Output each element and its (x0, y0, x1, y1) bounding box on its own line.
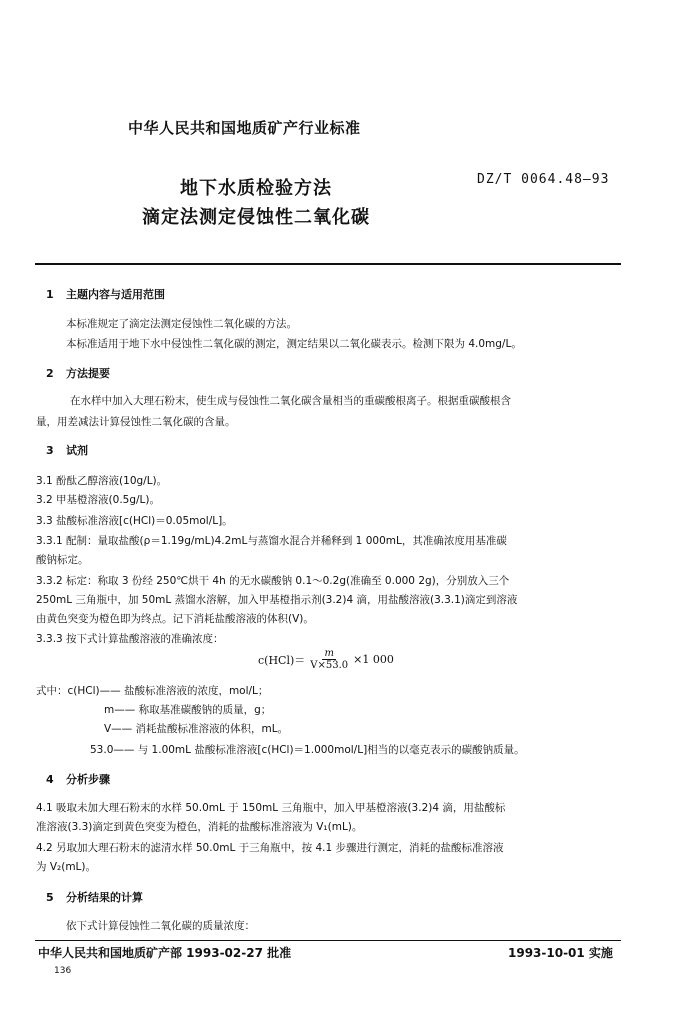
section-4-heading (46, 771, 110, 787)
section-title: 分析结果的计算 (66, 891, 143, 904)
where-definition-4: 53.0—— 与 1.00mL 盐酸标准溶液[c(HCl)＝1.000mol/L]相当的以毫克表示的碳酸钠质量。 (90, 744, 525, 756)
item-4-1-line-2: 准溶液(3.3)滴定到黄色突变为橙色，消耗的盐酸标准溶液为 V₁(mL)。 (36, 821, 363, 833)
page-number: 136 (54, 966, 72, 976)
section-number: 3 (46, 444, 54, 457)
footer-divider (35, 940, 621, 941)
item-3-3-1-line-1: 3.3.1 配制：量取盐酸(ρ＝1.19g/mL)4.2mL与蒸馏水混合并稀释到 1 000mL，其准确浓度用基准碳 (36, 535, 507, 547)
section-number: 4 (46, 773, 54, 786)
section-title: 主题内容与适用范围 (66, 288, 165, 301)
item-4-1-line-1: 4.1 吸取未加大理石粉末的水样 50.0mL 于 150mL 三角瓶中，加入甲基橙溶液(3.2)4 滴，用盐酸标 (36, 802, 506, 814)
section-2-paragraph-line-2: 量，用差减法计算侵蚀性二氧化碳的含量。 (36, 416, 236, 428)
issuer-heading: 中华人民共和国地质矿产行业标准 (128, 119, 361, 137)
item-3-3: 3.3 盐酸标准溶液[c(HCl)＝0.05mol/L]。 (36, 515, 233, 527)
section-number: 2 (46, 367, 54, 380)
section-number: 1 (46, 288, 54, 301)
item-3-3-2-line-3: 由黄色突变为橙色即为终点。记下消耗盐酸溶液的体积(V)。 (36, 613, 314, 625)
implementation-date: 1993-10-01 实施 (508, 946, 613, 960)
item-3-2: 3.2 甲基橙溶液(0.5g/L)。 (36, 494, 160, 506)
formula-denominator: V×53.0 (310, 660, 349, 671)
section-5-heading (46, 889, 143, 905)
formula-lhs: c(HCl)＝ (258, 653, 306, 667)
section-title: 试剂 (66, 444, 88, 457)
section-2-paragraph-line-1: 在水样中加入大理石粉末，使生成与侵蚀性二氧化碳含量相当的重碳酸根离子。根据重碳酸根含 (70, 395, 511, 407)
where-intro: 式中： (36, 685, 68, 697)
section-2-heading (46, 365, 110, 381)
section-1-heading (46, 286, 165, 302)
item-4-2-line-2: 为 V₂(mL)。 (36, 861, 97, 873)
where-definition-3: V—— 消耗盐酸标准溶液的体积，mL。 (104, 723, 289, 735)
where-line-1 (36, 683, 268, 698)
section-title: 方法提要 (66, 367, 110, 380)
document-title-line1: 地下水质检验方法 (180, 178, 332, 199)
formula-numerator: m (324, 648, 334, 659)
section-title: 分析步骤 (66, 773, 110, 786)
document-title-line2: 滴定法测定侵蚀性二氧化碳 (142, 207, 370, 228)
where-definition-2: m—— 称取基准碳酸钠的质量，g； (104, 704, 272, 716)
section-3-heading (46, 442, 88, 458)
section-5-paragraph: 依下式计算侵蚀性二氧化碳的质量浓度： (66, 920, 255, 932)
concentration-formula (258, 648, 394, 671)
formula-fraction (308, 648, 350, 671)
header-divider (35, 263, 621, 265)
section-1-paragraph-1: 本标准规定了滴定法测定侵蚀性二氧化碳的方法。 (66, 318, 297, 330)
approval-info: 中华人民共和国地质矿产部 1993-02-27 批准 (38, 946, 292, 960)
item-3-1: 3.1 酚酞乙醇溶液(10g/L)。 (36, 475, 168, 487)
item-3-3-1-line-2: 酸钠标定。 (36, 554, 89, 566)
item-3-3-2-line-2: 250mL 三角瓶中，加 50mL 蒸馏水溶解，加入甲基橙指示剂(3.2)4 滴，用盐酸溶液(3.3.1)滴定到溶液 (36, 594, 518, 606)
section-number: 5 (46, 891, 54, 904)
item-3-3-3: 3.3.3 按下式计算盐酸溶液的准确浓度： (36, 633, 224, 645)
item-4-2-line-1: 4.2 另取加大理石粉末的滤清水样 50.0mL 于三角瓶中，按 4.1 步骤进行测定，消耗的盐酸标准溶液 (36, 842, 504, 854)
item-3-3-2-line-1: 3.3.2 标定：称取 3 份经 250℃烘干 4h 的无水碳酸钠 0.1～0.2g(准确至 0.000 2g)，分别放入三个 (36, 575, 510, 587)
section-1-paragraph-2: 本标准适用于地下水中侵蚀性二氧化碳的测定，测定结果以二氧化碳表示。检测下限为 4.0mg/L。 (66, 338, 522, 350)
where-definition-1: c(HCl)—— 盐酸标准溶液的浓度，mol/L； (67, 685, 269, 697)
formula-rhs: ×1 000 (353, 653, 394, 666)
standard-number: DZ/T 0064.48—93 (477, 172, 610, 187)
